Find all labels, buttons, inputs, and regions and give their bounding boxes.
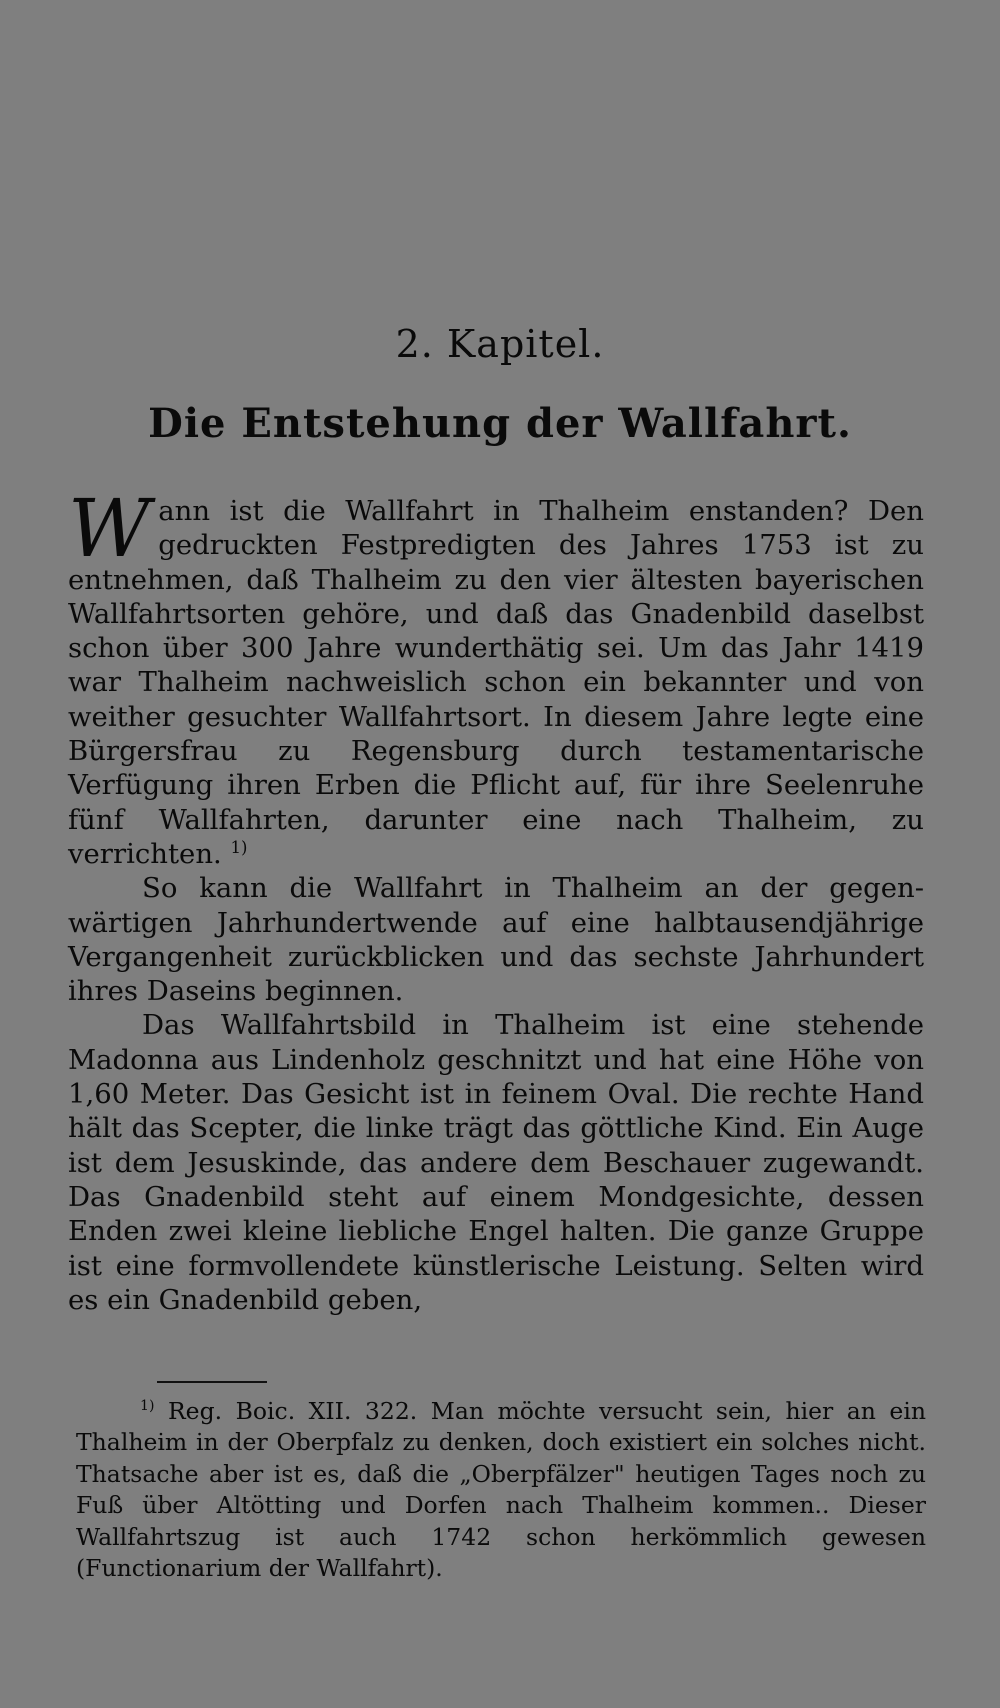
body-text (68, 482, 924, 1317)
paragraph-3: Das Wallfahrtsbild in Thalheim ist eine stehende Madonna aus Lindenholz geschnitzt und hat eine Höhe von 1,60 Meter. Das Gesicht ist in feinem Oval. Die rechte Hand hält das Scepter, die linke trägt das göttliche Kind. Ein Auge ist dem Jesuskinde, das andere dem Beschauer zugewandt. Das Gnadenbild steht auf einem Mondgesichte, dessen Enden zwei kleine liebliche Engel halten. Die ganze Gruppe ist eine formvollendete künstlerische Leistung. Selten wird es ein Gnadenbild geben, (68, 1009, 924, 1316)
chapter-number: 2. Kapitel. (395, 322, 605, 366)
chapter-title: Die Entstehung der Wallfahrt. (148, 400, 852, 447)
footnotes (76, 1396, 926, 1584)
footnote-divider (157, 1381, 267, 1383)
footnote-text: Reg. Boic. XII. 322. Man möchte versucht sein, hier an ein Thalheim in der Oberpfalz zu denken, doch existiert ein solches nicht. Thatsache aber ist es, daß die „Oberpfälzer" heutigen Tages noch zu Fuß über Altötting und Dorfen nach Thalheim kommen.. Dieser Wallfahrtszug ist auch 1742 schon herkömmlich gewesen (Functionarium der Wallfahrt). (76, 1397, 926, 1583)
paragraph-1-text: ann ist die Wallfahrt in Thalheim enstanden? Den gedruckten Festpredigten des Jahres 1753 ist zu entnehmen, daß Thalheim zu den vier ältesten bayerischen Wallfahrtsorten gehöre, und daß das Gnadenbild daselbst schon über 300 Jahre wunderthätig sei. Um das Jahr 1419 war Thalheim nachweislich schon ein bekannter und von weither gesuchter Wallfahrtsort. In diesem Jahre legte eine Bürgersfrau zu Regensburg durch testamentarische Verfügung ihren Erben die Pflicht auf, für ihre Seelenruhe fünf Wallfahrten, darunter eine nach Thalheim, zu verrichten. (68, 495, 924, 870)
drop-cap: W (68, 482, 151, 575)
paragraph-2: So kann die Wallfahrt in Thalheim an der gegenwärtigen Jahrhundertwende auf eine halbtausendjährige Vergangenheit zurückblicken und das sechste Jahrhundert ihres Daseins beginnen. (68, 872, 924, 1008)
paragraph-1 (68, 482, 924, 871)
footnote-1 (76, 1396, 926, 1584)
footnote-reference: 1) (230, 837, 248, 857)
footnote-marker: 1) (140, 1398, 155, 1415)
